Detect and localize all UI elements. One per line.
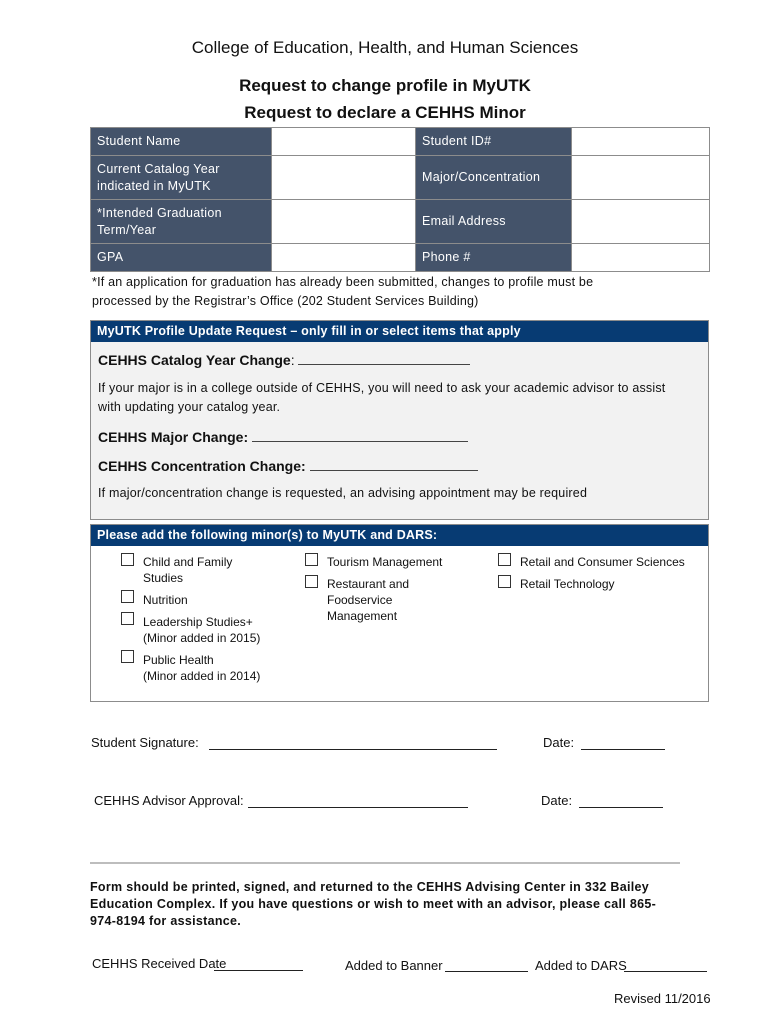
tourism-management-label: Tourism Management bbox=[327, 555, 443, 569]
graduation-term-label-line1: *Intended Graduation bbox=[97, 205, 222, 220]
restaurant-foodservice-label bbox=[327, 576, 409, 624]
retail-technology-label: Retail Technology bbox=[520, 577, 615, 591]
submission-instructions-line2: Education Complex. If you have questions or wish to meet with an advisor, please call 865- bbox=[90, 897, 657, 911]
gpa-label: GPA bbox=[91, 244, 272, 272]
minor-section bbox=[90, 524, 709, 702]
child-family-studies-line1: Child and Family bbox=[143, 555, 233, 569]
form-title-profile: Request to change profile in MyUTK bbox=[239, 76, 531, 95]
student-id-field[interactable] bbox=[572, 128, 710, 156]
advisor-approval-label: CEHHS Advisor Approval: bbox=[94, 793, 244, 808]
added-dars-label: Added to DARS bbox=[535, 958, 627, 973]
major-concentration-label: Major/Concentration bbox=[416, 156, 572, 200]
public-health-label bbox=[143, 652, 260, 684]
leadership-studies-line1: Leadership Studies+ bbox=[143, 615, 253, 629]
student-date-line[interactable] bbox=[581, 749, 665, 750]
retail-consumer-sciences-label: Retail and Consumer Sciences bbox=[520, 555, 685, 569]
child-family-studies-line2: Studies bbox=[143, 571, 184, 585]
concentration-change-label: CEHHS Concentration Change: bbox=[98, 458, 306, 474]
major-change-label: CEHHS Major Change: bbox=[98, 429, 249, 445]
child-family-studies-label bbox=[143, 554, 232, 586]
public-health-line2: (Minor added in 2014) bbox=[143, 669, 261, 683]
revision-date: Revised 11/2016 bbox=[614, 991, 711, 1006]
graduation-note-line1: *If an application for graduation has already been submitted, changes to profile must be bbox=[92, 275, 594, 289]
public-health-checkbox[interactable] bbox=[121, 650, 134, 663]
catalog-note bbox=[98, 379, 708, 417]
graduation-note-line2: processed by the Registrar’s Office (202 Student Services Building) bbox=[92, 294, 479, 308]
public-health-line1: Public Health bbox=[143, 653, 214, 667]
student-info-table bbox=[90, 127, 710, 272]
major-change-input[interactable] bbox=[252, 427, 468, 442]
advisor-approval-line[interactable] bbox=[248, 807, 468, 808]
nutrition-checkbox[interactable] bbox=[121, 590, 134, 603]
catalog-change-input[interactable] bbox=[298, 350, 470, 365]
added-banner-label: Added to Banner bbox=[345, 958, 443, 973]
phone-label: Phone # bbox=[416, 244, 572, 272]
graduation-term-label bbox=[91, 200, 272, 244]
submission-instructions bbox=[90, 879, 690, 930]
advisor-date-label: Date: bbox=[541, 793, 573, 808]
restaurant-foodservice-line2: Foodservice bbox=[327, 593, 393, 607]
restaurant-foodservice-checkbox[interactable] bbox=[305, 575, 318, 588]
graduation-term-field[interactable] bbox=[272, 200, 416, 244]
tourism-management-checkbox[interactable] bbox=[305, 553, 318, 566]
catalog-year-label-line2: indicated in MyUTK bbox=[97, 178, 211, 193]
received-date-label: CEHHS Received Date bbox=[92, 956, 227, 971]
retail-consumer-sciences-checkbox[interactable] bbox=[498, 553, 511, 566]
student-id-label: Student ID# bbox=[416, 128, 572, 156]
student-date-label: Date: bbox=[543, 735, 575, 750]
student-signature-line[interactable] bbox=[209, 749, 497, 750]
added-banner-line[interactable] bbox=[445, 971, 528, 972]
email-label: Email Address bbox=[416, 200, 572, 244]
catalog-year-label-line1: Current Catalog Year bbox=[97, 161, 220, 176]
minor-section-header: Please add the following minor(s) to MyUTK and DARS: bbox=[91, 525, 708, 546]
leadership-studies-line2: (Minor added in 2015) bbox=[143, 631, 261, 645]
profile-update-body bbox=[91, 342, 708, 519]
restaurant-foodservice-line3: Management bbox=[327, 609, 398, 623]
advising-note: If major/concentration change is requested, an advising appointment may be required bbox=[98, 486, 588, 500]
child-family-studies-checkbox[interactable] bbox=[121, 553, 134, 566]
phone-field[interactable] bbox=[572, 244, 710, 272]
major-change-row bbox=[98, 427, 468, 445]
concentration-change-row bbox=[98, 456, 478, 474]
leadership-studies-label bbox=[143, 614, 260, 646]
submission-instructions-line3: 974-8194 for assistance. bbox=[90, 914, 242, 928]
leadership-studies-checkbox[interactable] bbox=[121, 612, 134, 625]
added-dars-line[interactable] bbox=[624, 971, 707, 972]
student-signature-label: Student Signature: bbox=[91, 735, 199, 750]
catalog-note-line1: If your major is in a college outside of CEHHS, you will need to ask your academic advisor to assist bbox=[98, 381, 666, 395]
gpa-field[interactable] bbox=[272, 244, 416, 272]
graduation-note bbox=[92, 273, 692, 311]
profile-update-header: MyUTK Profile Update Request – only fill in or select items that apply bbox=[91, 321, 708, 342]
form-title-minor: Request to declare a CEHHS Minor bbox=[244, 103, 526, 122]
catalog-year-field[interactable] bbox=[272, 156, 416, 200]
divider bbox=[90, 862, 680, 864]
student-name-label: Student Name bbox=[91, 128, 272, 156]
catalog-change-row bbox=[98, 350, 470, 368]
graduation-term-label-line2: Term/Year bbox=[97, 222, 157, 237]
retail-technology-checkbox[interactable] bbox=[498, 575, 511, 588]
submission-instructions-line1: Form should be printed, signed, and returned to the CEHHS Advising Center in 332 Bailey bbox=[90, 880, 650, 894]
student-name-field[interactable] bbox=[272, 128, 416, 156]
catalog-change-colon: : bbox=[290, 352, 295, 368]
catalog-change-label: CEHHS Catalog Year Change bbox=[98, 352, 291, 368]
college-name: College of Education, Health, and Human Sciences bbox=[191, 38, 579, 57]
catalog-year-label bbox=[91, 156, 272, 200]
nutrition-label: Nutrition bbox=[143, 593, 188, 607]
concentration-change-input[interactable] bbox=[310, 456, 478, 471]
profile-update-section bbox=[90, 320, 709, 520]
advisor-date-line[interactable] bbox=[579, 807, 663, 808]
restaurant-foodservice-line1: Restaurant and bbox=[327, 577, 410, 591]
email-field[interactable] bbox=[572, 200, 710, 244]
catalog-note-line2: with updating your catalog year. bbox=[98, 400, 281, 414]
received-date-line[interactable] bbox=[214, 970, 303, 971]
major-concentration-field[interactable] bbox=[572, 156, 710, 200]
